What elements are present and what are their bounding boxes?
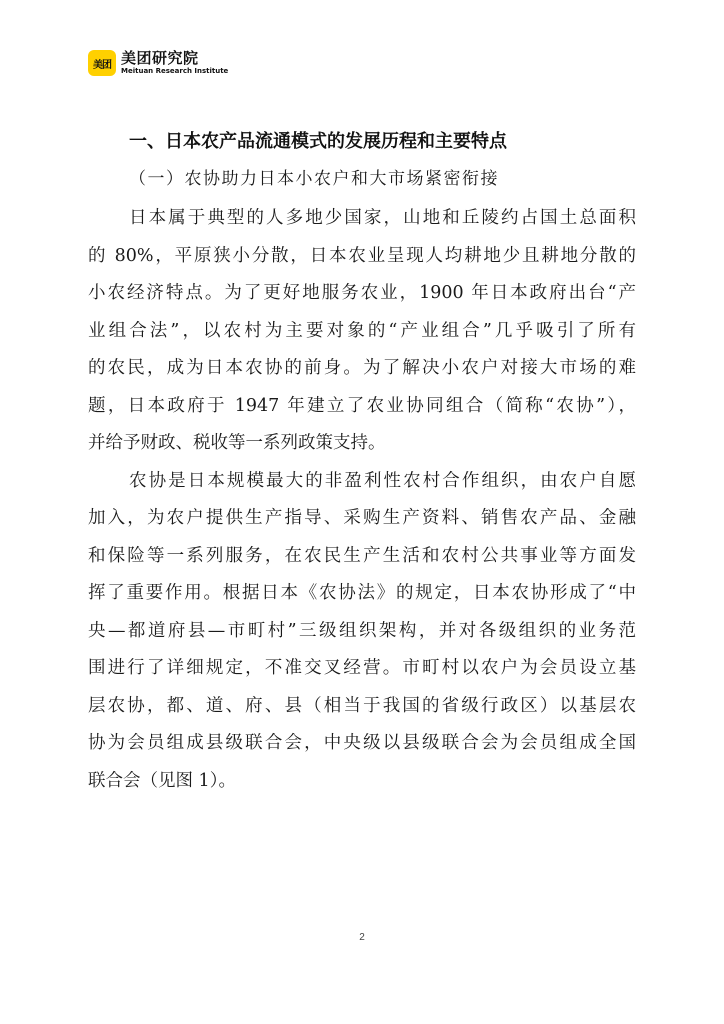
section-heading: 一、日本农产品流通模式的发展历程和主要特点 <box>129 131 507 152</box>
logo-badge: 美团 <box>88 50 116 76</box>
body-text <box>88 200 636 800</box>
text-line: 日本属于典型的人多地少国家，山地和丘陵约占国土总面积 <box>129 208 636 228</box>
logo-title-en: Meituan Research Institute <box>121 67 229 75</box>
subsection-heading: （一）农协助力日本小农户和大市场紧密衔接 <box>129 169 499 189</box>
text-line: 小农经济特点。为了更好地服务农业，1900 年日本政府出台“产 <box>88 283 636 303</box>
text-line: 加入，为农户提供生产指导、采购生产资料、销售农产品、金融 <box>88 508 636 528</box>
text-line: 和保险等一系列服务，在农民生产生活和农村公共事业等方面发 <box>88 545 636 566</box>
text-line: 层农协，都、道、府、县（相当于我国的省级行政区）以基层农 <box>88 695 636 716</box>
text-line: 协为会员组成县级联合会，中央级以县级联合会为会员组成全国 <box>88 733 636 753</box>
meituan-logo <box>88 50 228 76</box>
text-line: 并给予财政、税收等一系列政策支持。 <box>88 433 386 453</box>
text-line: 业组合法”，以农村为主要对象的“产业组合”几乎吸引了所有 <box>88 320 636 341</box>
text-line: 题，日本政府于 1947 年建立了农业协同组合（简称“农协”）， <box>88 395 636 416</box>
logo-text <box>121 50 228 76</box>
text-line: 联合会（见图 1）。 <box>88 770 236 791</box>
text-line: 围进行了详细规定，不准交叉经营。市町村以农户为会员设立基 <box>88 658 636 678</box>
text-line: 的农民，成为日本农协的前身。为了解决小农户对接大市场的难 <box>88 358 636 378</box>
text-line: 央—都道府县—市町村”三级组织架构，并对各级组织的业务范 <box>88 620 636 641</box>
paragraph-2 <box>88 463 636 801</box>
text-line: 挥了重要作用。根据日本《农协法》的规定，日本农协形成了“中 <box>88 583 636 603</box>
logo-title-cn: 美团研究院 <box>121 49 199 67</box>
paragraph-1 <box>88 200 636 463</box>
text-line: 的 80%，平原狭小分散，日本农业呈现人均耕地少且耕地分散的 <box>88 245 636 266</box>
text-line: 农协是日本规模最大的非盈利性农村合作组织，由农户自愿 <box>129 470 636 491</box>
page-number: 2 <box>359 932 365 943</box>
